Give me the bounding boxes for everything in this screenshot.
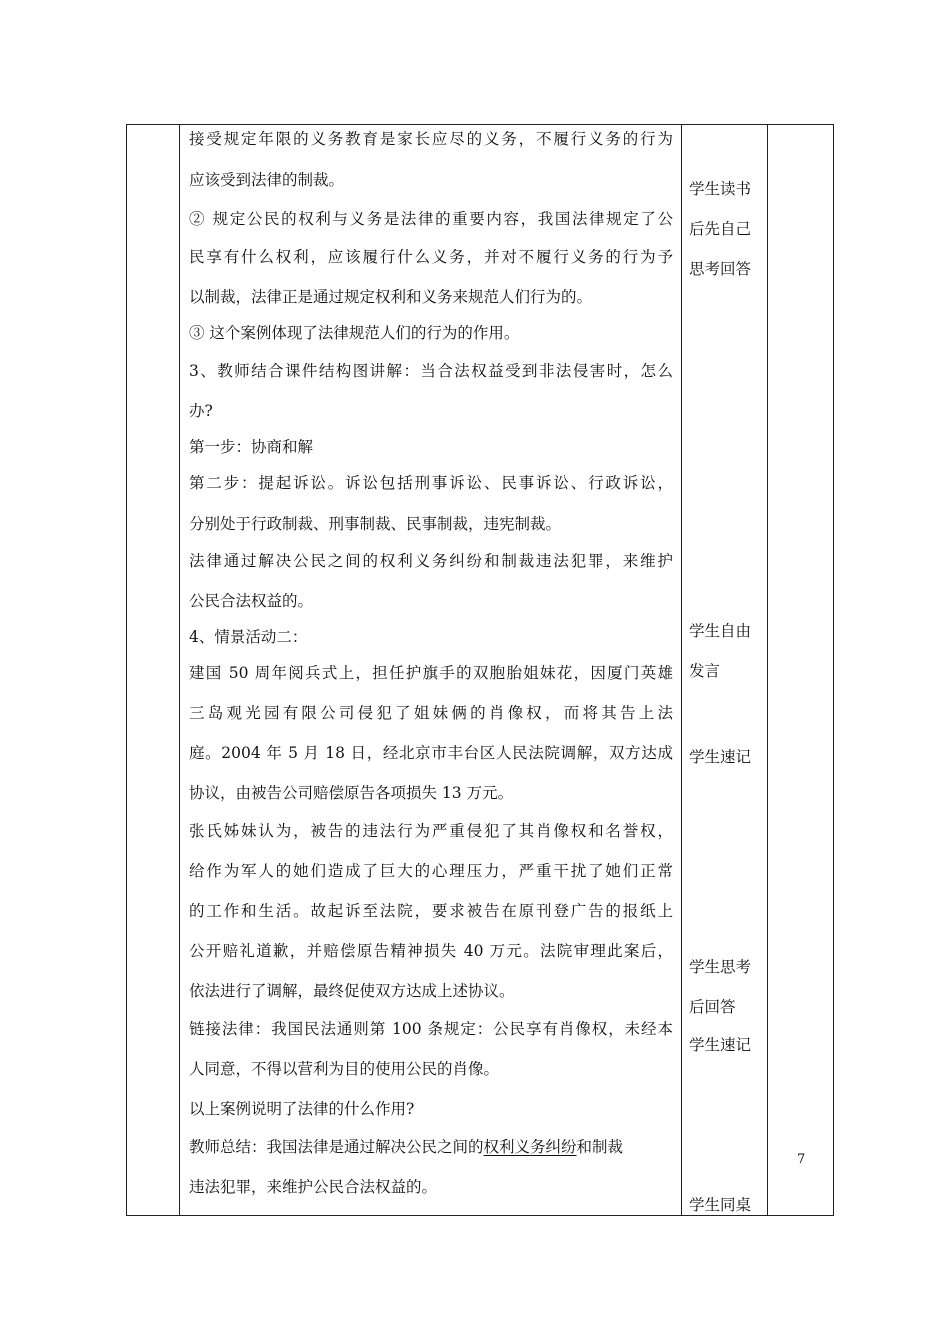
- lesson-table: [126, 124, 834, 1216]
- page-number: 7: [797, 1152, 806, 1167]
- content-line: 的工作和生活。故起诉至法院，要求被告在原刊登广告的报纸上: [189, 902, 673, 920]
- content-line: 民享有什么权利，应该履行什么义务，并对不履行义务的行为予: [189, 248, 673, 266]
- content-line: 以上案例说明了法律的什么作用?: [189, 1100, 415, 1118]
- student-note: 后回答: [689, 998, 736, 1016]
- summary-text: 和制裁: [576, 1138, 624, 1156]
- student-note: 思考回答: [689, 260, 752, 278]
- content-line: 4、情景活动二：: [189, 628, 308, 646]
- content-line: 分别处于行政制裁、刑事制裁、民事制裁，违宪制裁。: [189, 515, 562, 533]
- student-note: 学生速记: [689, 1036, 752, 1054]
- student-note: 学生同桌: [689, 1196, 752, 1214]
- content-line: 协议，由被告公司赔偿原告各项损失 13 万元。: [189, 784, 514, 802]
- summary-text: 教师总结：我国法律是通过解决公民之间的: [189, 1138, 484, 1156]
- student-note: 学生自由: [689, 622, 752, 640]
- content-line: ③ 这个案例体现了法律规范人们的行为的作用。: [189, 324, 520, 342]
- content-line: 给作为军人的她们造成了巨大的心理压力，严重干扰了她们正常: [189, 862, 673, 880]
- student-note: 学生思考: [689, 958, 752, 976]
- content-line: 接受规定年限的义务教育是家长应尽的义务，不履行义务的行为: [189, 130, 673, 148]
- content-line: 办?: [189, 402, 213, 420]
- content-line: 第二步：提起诉讼。诉讼包括刑事诉讼、民事诉讼、行政诉讼，: [189, 474, 673, 492]
- content-line: 应该受到法律的制裁。: [189, 171, 345, 189]
- column-divider-2: [681, 125, 682, 1215]
- column-divider-1: [179, 125, 180, 1215]
- content-line: 3、教师结合课件结构图讲解：当合法权益受到非法侵害时，怎么: [189, 362, 673, 380]
- content-line: 庭。2004 年 5 月 18 日，经北京市丰台区人民法院调解，双方达成: [189, 744, 673, 762]
- student-note: 发言: [689, 662, 721, 680]
- content-line: 公民合法权益的。: [189, 592, 314, 610]
- student-note: 学生读书: [689, 180, 752, 198]
- content-line: 依法进行了调解，最终促使双方达成上述协议。: [189, 982, 515, 1000]
- content-line: 法律通过解决公民之间的权利义务纠纷和制裁违法犯罪，来维护: [189, 552, 673, 570]
- content-line: 以制裁，法律正是通过规定权利和义务来规范人们行为的。: [189, 288, 593, 306]
- column-divider-3: [767, 125, 768, 1215]
- content-line: 公开赔礼道歉，并赔偿原告精神损失 40 万元。法院审理此案后，: [189, 942, 673, 960]
- content-line: 违法犯罪，来维护公民合法权益的。: [189, 1178, 438, 1196]
- content-line: [189, 1137, 623, 1157]
- student-note: 学生速记: [689, 748, 752, 766]
- content-line: 三岛观光园有限公司侵犯了姐妹俩的肖像权，而将其告上法: [189, 704, 673, 722]
- student-note: 后先自己: [689, 220, 752, 238]
- content-line: 张氏姊妹认为，被告的违法行为严重侵犯了其肖像权和名誉权，: [189, 822, 673, 840]
- content-line: 链接法律：我国民法通则第 100 条规定：公民享有肖像权，未经本: [189, 1020, 673, 1038]
- content-line: 人同意，不得以营利为目的使用公民的肖像。: [189, 1060, 500, 1078]
- content-line: 第一步：协商和解: [189, 438, 314, 456]
- content-line: ② 规定公民的权利与义务是法律的重要内容，我国法律规定了公: [189, 210, 673, 228]
- content-line: 建国 50 周年阅兵式上，担任护旗手的双胞胎姐妹花，因厦门英雄: [189, 664, 673, 682]
- underlined-term: 权利义务纠纷: [483, 1138, 577, 1156]
